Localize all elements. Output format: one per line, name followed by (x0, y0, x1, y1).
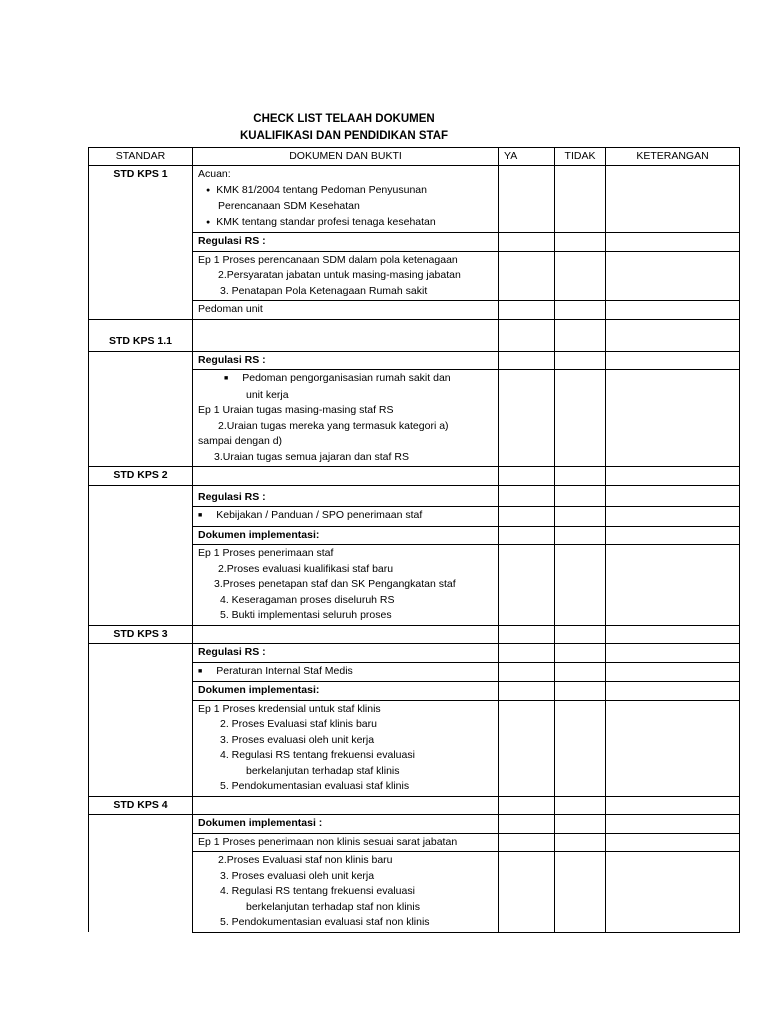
keterangan-cell[interactable] (606, 507, 740, 527)
tidak-cell[interactable] (555, 526, 606, 545)
checklist-table (88, 147, 740, 933)
table-row (89, 319, 740, 351)
list-item: 3. Proses evaluasi oleh unit kerja (220, 733, 375, 746)
ya-cell[interactable] (499, 682, 555, 701)
keterangan-cell[interactable] (606, 251, 740, 301)
list-item: 2.Proses evaluasi kualifikasi staf baru (218, 562, 394, 575)
list-item: 3.Proses penetapan staf dan SK Pengangkatan staf (214, 578, 456, 590)
list-item: 2. Proses Evaluasi staf klinis baru (220, 718, 377, 730)
list-item: 2.Persyaratan jabatan untuk masing-masing jabatan (218, 269, 461, 281)
list-item: 3. Proses evaluasi oleh unit kerja (220, 869, 375, 882)
header-dokumen: DOKUMEN DAN BUKTI (193, 148, 499, 166)
list-item-cont: Perencanaan SDM Kesehatan (218, 200, 360, 212)
document-subtitle: KUALIFIKASI DAN PENDIDIKAN STAF (239, 130, 449, 142)
dokumen-implementasi-label: Dokumen implementasi: (193, 682, 499, 701)
document-title: CHECK LIST TELAAH DOKUMEN (253, 113, 435, 125)
list-item-cont: berkelanjutan terhadap staf klinis (246, 764, 400, 777)
keterangan-cell[interactable] (606, 662, 740, 682)
ya-cell[interactable] (499, 251, 555, 301)
ya-cell[interactable] (499, 625, 555, 644)
tidak-cell[interactable] (555, 625, 606, 644)
list-item: ■ Peraturan Internal Staf Medis (193, 662, 499, 682)
list-item: 2.Proses Evaluasi staf non klinis baru (218, 854, 393, 866)
ya-cell[interactable] (499, 166, 555, 233)
standard-label: STD KPS 2 (89, 467, 193, 486)
keterangan-cell[interactable] (606, 166, 740, 233)
list-item: ■ Kebijakan / Panduan / SPO penerimaan staf (193, 507, 499, 527)
header-tidak: TIDAK (555, 148, 606, 166)
standard-blank (89, 815, 193, 933)
tidak-cell[interactable] (555, 233, 606, 252)
tidak-cell[interactable] (555, 815, 606, 834)
keterangan-cell[interactable] (606, 485, 740, 507)
keterangan-cell[interactable] (606, 370, 740, 467)
tidak-cell[interactable] (555, 644, 606, 663)
acuan-label: Acuan: (198, 168, 231, 180)
header-standar: STANDAR (89, 148, 193, 166)
list-item: 5. Pendokumentasian evaluasi staf non klinis (220, 916, 430, 928)
document-cell (193, 370, 499, 467)
standard-label: STD KPS 3 (89, 625, 193, 644)
tidak-cell[interactable] (555, 485, 606, 507)
keterangan-cell[interactable] (606, 682, 740, 701)
list-item: 5. Pendokumentasian evaluasi staf klinis (220, 780, 410, 792)
ya-cell[interactable] (499, 351, 555, 370)
standard-blank (89, 351, 193, 467)
keterangan-cell[interactable] (606, 351, 740, 370)
tidak-cell[interactable] (555, 833, 606, 852)
table-row (89, 625, 740, 644)
tidak-cell[interactable] (555, 852, 606, 933)
list-item: ● KMK 81/2004 tentang Pedoman Penyusunan (198, 183, 493, 200)
pedoman-label: Pedoman unit (193, 301, 499, 320)
keterangan-cell[interactable] (606, 301, 740, 320)
standard-blank (89, 485, 193, 625)
list-item: Ep 1 Proses kredensial untuk staf klinis (198, 702, 381, 715)
ya-cell[interactable] (499, 485, 555, 507)
list-item: 4. Keseragaman proses diseluruh RS (220, 593, 395, 606)
table-row (89, 796, 740, 815)
standard-label: STD KPS 4 (89, 796, 193, 815)
keterangan-cell[interactable] (606, 644, 740, 663)
ya-cell[interactable] (499, 700, 555, 796)
tidak-cell[interactable] (555, 370, 606, 467)
table-row (89, 467, 740, 486)
document-cell (193, 319, 499, 351)
ya-cell[interactable] (499, 507, 555, 527)
list-item: ● KMK tentang standar profesi tenaga kesehatan (198, 215, 493, 232)
keterangan-cell[interactable] (606, 526, 740, 545)
header-keterangan: KETERANGAN (606, 148, 740, 166)
document-cell (193, 166, 499, 233)
ya-cell[interactable] (499, 526, 555, 545)
dokumen-implementasi-label: Dokumen implementasi : (193, 815, 499, 834)
keterangan-cell[interactable] (606, 852, 740, 933)
list-item-cont: berkelanjutan terhadap staf non klinis (246, 900, 420, 913)
document-cell (193, 545, 499, 626)
tidak-cell[interactable] (555, 166, 606, 233)
table-row (89, 485, 740, 507)
tidak-cell[interactable] (555, 796, 606, 815)
keterangan-cell[interactable] (606, 319, 740, 351)
regulasi-label: Regulasi RS : (193, 485, 499, 507)
document-cell (193, 852, 499, 933)
list-item: 5. Bukti implementasi seluruh proses (220, 609, 392, 621)
document-cell (193, 700, 499, 796)
list-item: Ep 1 Proses penerimaan non klinis sesuai sarat jabatan (193, 833, 499, 852)
tidak-cell[interactable] (555, 351, 606, 370)
standard-label: STD KPS 1 (89, 166, 193, 320)
document-cell (193, 467, 499, 486)
tidak-cell[interactable] (555, 251, 606, 301)
list-item: 2.Uraian tugas mereka yang termasuk kategori a) (218, 419, 449, 432)
keterangan-cell[interactable] (606, 467, 740, 486)
table-row (89, 351, 740, 370)
list-item-cont: unit kerja (246, 388, 289, 401)
regulasi-label: Regulasi RS : (193, 233, 499, 252)
list-item: 3. Penatapan Pola Ketenagaan Rumah sakit (220, 284, 428, 297)
keterangan-cell[interactable] (606, 625, 740, 644)
ya-cell[interactable] (499, 370, 555, 467)
tidak-cell[interactable] (555, 545, 606, 626)
list-item: 3.Uraian tugas semua jajaran dan staf RS (214, 450, 409, 463)
standard-blank (89, 644, 193, 797)
keterangan-cell[interactable] (606, 796, 740, 815)
ya-cell[interactable] (499, 545, 555, 626)
table-row (89, 815, 740, 834)
list-item: ■ Pedoman pengorganisasian rumah sakit dan (198, 371, 493, 388)
tidak-cell[interactable] (555, 662, 606, 682)
document-cell (193, 796, 499, 815)
keterangan-cell[interactable] (606, 833, 740, 852)
standard-label: STD KPS 1.1 (89, 319, 193, 351)
list-item: Ep 1 Uraian tugas masing-masing staf RS (198, 404, 394, 416)
tidak-cell[interactable] (555, 700, 606, 796)
tidak-cell[interactable] (555, 319, 606, 351)
list-item: 4. Regulasi RS tentang frekuensi evaluasi (220, 749, 415, 761)
keterangan-cell[interactable] (606, 700, 740, 796)
header-row (89, 148, 740, 166)
ya-cell[interactable] (499, 852, 555, 933)
list-item: 4. Regulasi RS tentang frekuensi evaluasi (220, 885, 415, 897)
ya-cell[interactable] (499, 662, 555, 682)
ya-cell[interactable] (499, 319, 555, 351)
ya-cell[interactable] (499, 233, 555, 252)
tidak-cell[interactable] (555, 507, 606, 527)
keterangan-cell[interactable] (606, 815, 740, 834)
keterangan-cell[interactable] (606, 233, 740, 252)
tidak-cell[interactable] (555, 682, 606, 701)
ya-cell[interactable] (499, 796, 555, 815)
list-item: Ep 1 Proses penerimaan staf (198, 547, 334, 559)
document-cell (193, 251, 499, 301)
table-row (89, 166, 740, 233)
tidak-cell[interactable] (555, 467, 606, 486)
ya-cell[interactable] (499, 644, 555, 663)
regulasi-label: Regulasi RS : (193, 644, 499, 663)
ya-cell[interactable] (499, 467, 555, 486)
ya-cell[interactable] (499, 301, 555, 320)
dokumen-implementasi-label: Dokumen implementasi: (193, 526, 499, 545)
regulasi-label: Regulasi RS : (193, 351, 499, 370)
keterangan-cell[interactable] (606, 545, 740, 626)
ya-cell[interactable] (499, 815, 555, 834)
header-ya: YA (499, 148, 555, 166)
ya-cell[interactable] (499, 833, 555, 852)
table-row (89, 644, 740, 663)
list-item: Ep 1 Proses perencanaan SDM dalam pola ketenagaan (198, 253, 458, 266)
list-item-cont: sampai dengan d) (198, 435, 283, 447)
tidak-cell[interactable] (555, 301, 606, 320)
document-cell (193, 625, 499, 644)
